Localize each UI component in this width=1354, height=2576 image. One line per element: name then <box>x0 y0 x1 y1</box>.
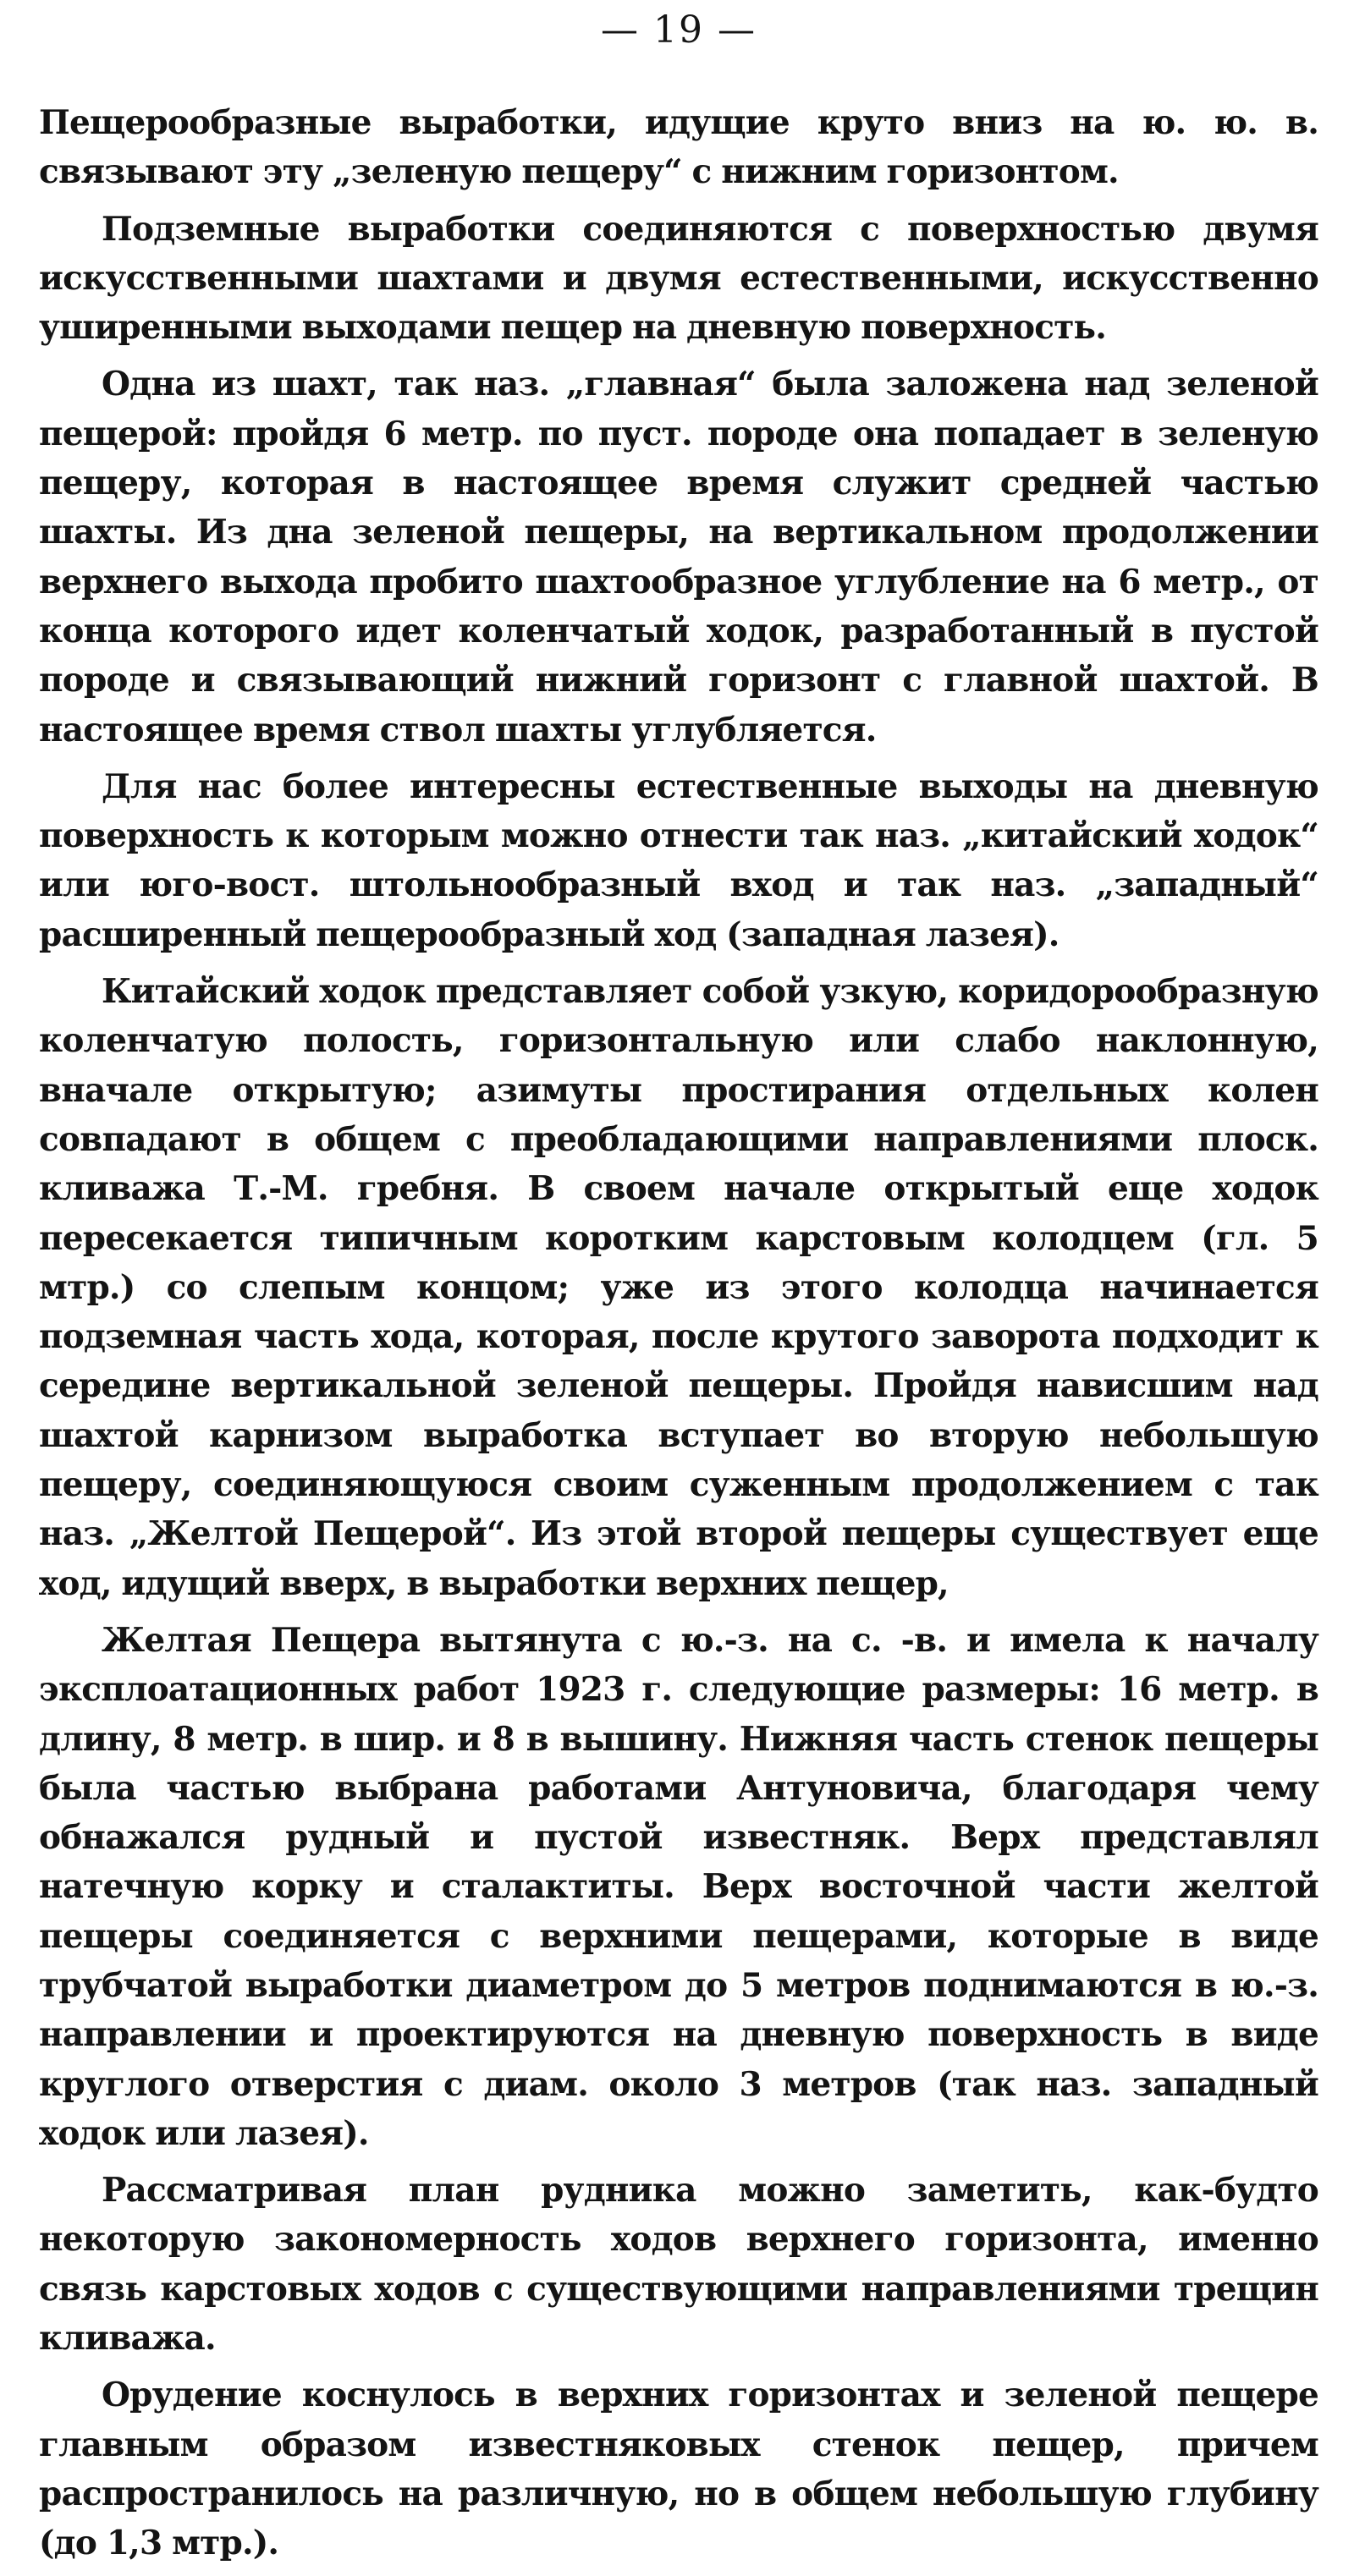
paragraph-3: Одна из шахт, так наз. „главная“ была заложена над зеленой пещерой: пройдя 6 метр. по пуст. породе она попадает в зеленую пещеру, которая в настоящее время служит средней частью шахты. Из дна зеленой пещеры, на вертикальном продолжении верхнего выхода пробито шахтообразное углубление на 6 метр., от конца которого идет коленчатый ходок, разработанный в пустой породе и связывающий нижний горизонт с главной шахтой. В настоящее время ствол шахты углубляется. <box>39 365 1318 750</box>
paragraph-1: Пещерообразные выработки, идущие круто вниз на ю. ю. в. связывают эту „зеленую пещеру“ с нижним горизонтом. <box>39 103 1318 192</box>
paragraph-5: Китайский ходок представляет собой узкую, коридорообразную коленчатую полость, горизонтальную или слабо наклонную, вначале открытую; азимуты простирания отдельных колен совпадают в общем с преобладающими направлениями плоск. кливажа Т.-М. гребня. В своем начале открытый еще ходок пересекается типичным коротким карстовым колодцем (гл. 5 мтр.) со слепым концом; уже из этого колодца начинается подземная часть хода, которая, после крутого заворота подходит к середине вертикальной зеленой пещеры. Пройдя нависшим над шахтой карнизом выработка вступает во вторую небольшую пещеру, соединяющуюся своим суженным продолжением с так наз. „Желтой Пещерой“. Из этой второй пещеры существует еще ход, идущий вверх, в выработки верхних пещер, <box>39 972 1318 1603</box>
paragraph-8: Орудение коснулось в верхних горизонтах и зеленой пещере главным образом известняковых стенок пещер, причем распространилось на различную, но в общем небольшую глубину (до 1,3 мтр.). <box>39 2376 1318 2563</box>
page-number: — 19 — <box>601 8 757 52</box>
paragraph-4: Для нас более интересны естественные выходы на дневную поверхность к которым можно отнести так наз. „китайский ходок“ или юго-вост. штольнообразный вход и так наз. „западный“ расширенный пещерообразный ход (западная лазея). <box>39 766 1318 954</box>
body-text <box>39 98 1318 2576</box>
paragraph-2: Подземные выработки соединяются с поверхностью двумя искусственными шахтами и двумя естественными, искусственно уширенными выходами пещер на дневную поверхность. <box>39 209 1318 348</box>
paragraph-6: Желтая Пещера вытянута с ю.-з. на с. -в. и имела к началу эксплоатационных работ 1923 г. следующие размеры: 16 метр. в длину, 8 метр. в шир. и 8 в вышину. Нижняя часть стенок пещеры была частью выбрана работами Антуновича, благодаря чему обнажался рудный и пустой известняк. Верх представлял натечную корку и сталактиты. Верх восточной части желтой пещеры соединяется с верхними пещерами, которые в виде трубчатой выработки диаметром до 5 метров поднимаются в ю.-з. направлении и проектируются на дневную поверхность в виде круглого отверстия с диам. около 3 метров (так наз. западный ходок или лазея). <box>39 1620 1318 2153</box>
paragraph-7: Рассматривая план рудника можно заметить, как-будто некоторую закономерность ходов верхнего горизонта, именно связь карстовых ходов с существующими направлениями трещин кливажа. <box>39 2171 1318 2359</box>
document-page <box>39 0 1318 2563</box>
